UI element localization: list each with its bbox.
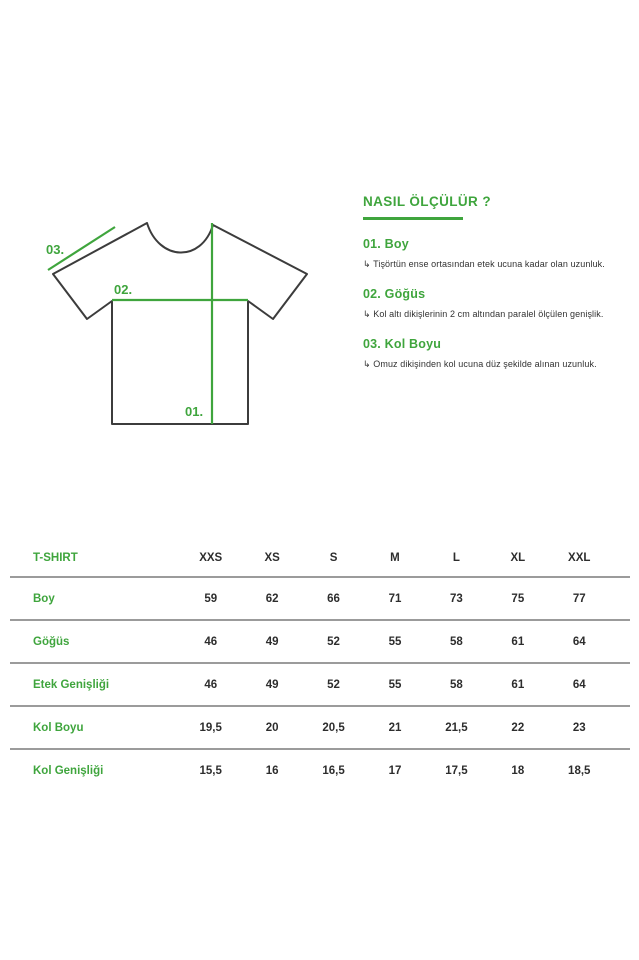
cell-value: 16 — [265, 764, 279, 777]
row-label: Göğüs — [33, 635, 70, 648]
column-header-xxs: XXS — [199, 552, 223, 564]
cell-value: 20,5 — [322, 721, 345, 734]
cell-value: 21,5 — [445, 721, 468, 734]
measure-guide — [363, 194, 629, 370]
cell-value: 58 — [450, 635, 463, 648]
tshirt-diagram — [30, 190, 330, 450]
table-row — [10, 707, 630, 750]
column-header-s: S — [329, 552, 338, 564]
cell-value: 23 — [572, 721, 586, 734]
cell-value: 17,5 — [445, 764, 468, 777]
cell-value: 62 — [265, 592, 279, 605]
guide-item-boy — [363, 237, 629, 270]
cell-value: 49 — [265, 678, 279, 691]
column-header-l: L — [452, 552, 460, 564]
table-row — [10, 750, 630, 791]
cell-value: 73 — [450, 592, 463, 605]
cell-value: 55 — [388, 678, 402, 691]
cell-value: 19,5 — [199, 721, 222, 734]
cell-value: 22 — [511, 721, 525, 734]
row-label: Etek Genişliği — [33, 678, 110, 691]
cell-value: 64 — [572, 678, 586, 691]
guide-item-desc: ↳ Omuz dikişinden kol ucuna düz şekilde alınan uzunluk. — [363, 358, 597, 369]
cell-value: 18,5 — [568, 764, 591, 777]
guide-item-heading: 03. Kol Boyu — [363, 336, 442, 351]
tshirt-outline — [53, 223, 307, 424]
table-row — [10, 664, 630, 707]
column-header-m: M — [390, 552, 400, 564]
tshirt-diagram-svg — [30, 190, 330, 450]
guide-item-desc: ↳ Tişörtün ense ortasından etek ucuna kadar olan uzunluk. — [363, 258, 605, 269]
cell-value: 49 — [265, 635, 279, 648]
cell-value: 21 — [388, 721, 402, 734]
cell-value: 18 — [511, 764, 525, 777]
cell-value: 71 — [388, 592, 402, 605]
cell-value: 64 — [572, 635, 586, 648]
cell-value: 52 — [327, 678, 340, 691]
cell-value: 61 — [511, 678, 525, 691]
table-product-title: T-SHIRT — [33, 552, 78, 564]
row-label: Boy — [33, 592, 55, 605]
guide-item-heading: 01. Boy — [363, 236, 409, 251]
cell-value: 46 — [204, 635, 218, 648]
cell-value: 46 — [204, 678, 218, 691]
row-label: Kol Genişliği — [33, 764, 104, 777]
cell-value: 55 — [388, 635, 402, 648]
guide-title-underline — [363, 217, 463, 220]
column-header-xxl: XXL — [568, 552, 591, 564]
guide-item-kol-boyu — [363, 337, 629, 370]
cell-value: 58 — [450, 678, 463, 691]
table-row — [10, 621, 630, 664]
diagram-label-03: 03. — [46, 242, 65, 257]
cell-value: 61 — [511, 635, 525, 648]
guide-item-heading: 02. Göğüs — [363, 286, 426, 301]
cell-value: 75 — [511, 592, 525, 605]
cell-value: 15,5 — [199, 764, 222, 777]
cell-value: 17 — [388, 764, 402, 777]
guide-title: NASIL ÖLÇÜLÜR ? — [363, 194, 491, 209]
diagram-label-01: 01. — [185, 404, 204, 419]
cell-value: 52 — [327, 635, 340, 648]
cell-value: 16,5 — [322, 764, 345, 777]
diagram-label-02: 02. — [114, 282, 133, 297]
column-header-xl: XL — [510, 552, 526, 564]
guide-item-gogus — [363, 287, 629, 320]
guide-item-desc: ↳ Kol altı dikişlerinin 2 cm altından paralel ölçülen genişlik. — [363, 308, 604, 319]
row-label: Kol Boyu — [33, 721, 84, 734]
cell-value: 59 — [204, 592, 218, 605]
table-header-row — [10, 540, 630, 578]
size-table — [10, 540, 630, 791]
table-row — [10, 578, 630, 621]
cell-value: 66 — [327, 592, 340, 605]
cell-value: 20 — [265, 721, 279, 734]
cell-value: 77 — [572, 592, 586, 605]
column-header-xs: XS — [264, 552, 280, 564]
